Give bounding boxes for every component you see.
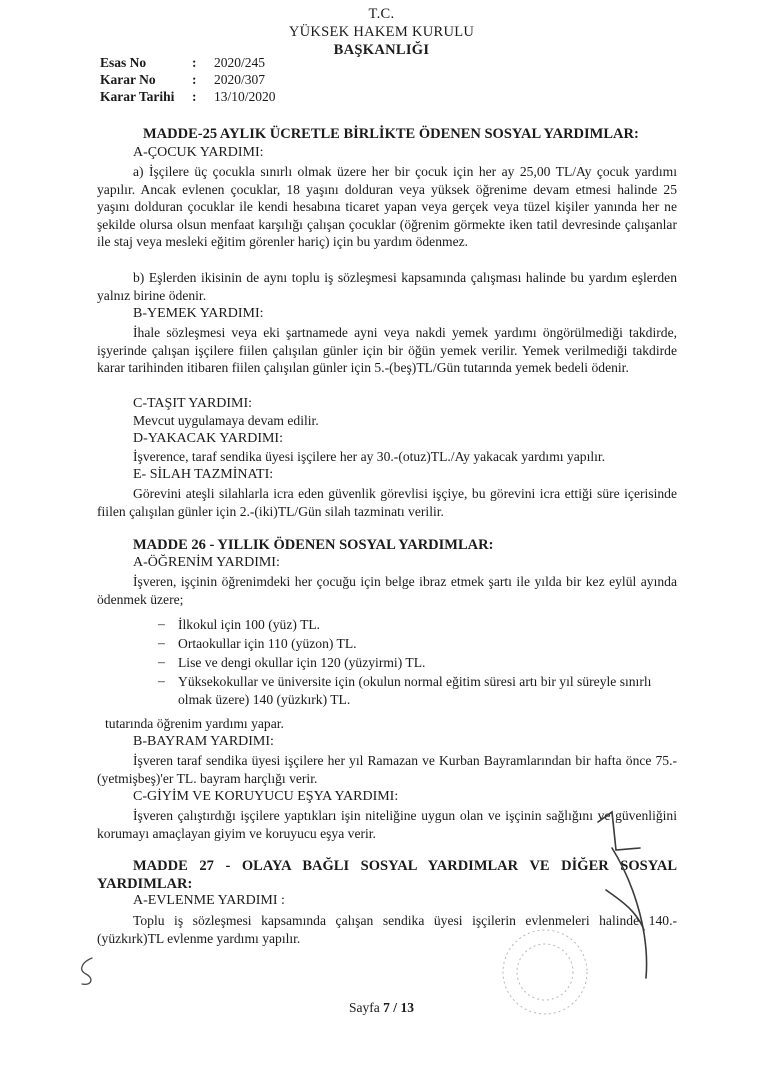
madde26-b-paragraph: İşveren taraf sendika üyesi işçilere her yıl Ramazan ve Kurban Bayramlarından bir hafta önce 75.-(yetmişbeş)'er TL. bayram harçlığı verir. <box>97 753 677 786</box>
margin-initial-mark <box>82 958 92 984</box>
madde27-a-paragraph: Toplu iş sözleşmesi kapsamında çalışan sendika üyesi işçilerin evlenmeleri halinde 140.-(yüzkırk)TL evlenme yardımı yapılır. <box>97 913 677 946</box>
meta-value: 13/10/2020 <box>214 89 276 104</box>
meta-karar-tarihi: Karar Tarihi : 13/10/2020 <box>100 89 276 104</box>
madde26-a-intro: İşveren, işçinin öğrenimdeki her çocuğu için belge ibraz etmek şartı ile yılda bir kez eylül ayında ödenmek üzere; <box>97 574 677 607</box>
list-item: İlkokul için 100 (yüz) TL. <box>178 617 321 632</box>
meta-label: Esas No <box>100 55 147 70</box>
madde25-title: MADDE-25 AYLIK ÜCRETLE BİRLİKTE ÖDENEN SOSYAL YARDIMLAR: <box>143 126 639 142</box>
list-bullet: – <box>158 616 165 631</box>
meta-value: 2020/307 <box>214 72 266 87</box>
page-current: 7 <box>383 1000 390 1015</box>
header-tc: T.C. <box>368 6 395 22</box>
madde26-a-outro: tutarında öğrenim yardımı yapar. <box>105 716 284 731</box>
list-item: Lise ve dengi okullar için 120 (yüzyirmi) TL. <box>178 655 426 670</box>
madde25-c-title: C-TAŞIT YARDIMI: <box>133 396 253 411</box>
madde25-d-paragraph: İşverence, taraf sendika üyesi işçilere her ay 30.-(otuz)TL./Ay yakacak yardımı yapılır. <box>133 449 606 464</box>
madde26-b-title: B-BAYRAM YARDIMI: <box>133 734 274 749</box>
header-office: BAŞKANLIĞI <box>333 42 430 58</box>
madde25-a-paragraph2: b) Eşlerden ikisinin de aynı toplu iş sözleşmesi kapsamında çalışması halinde bu yardım eşlerden yalnız birine ödenir. <box>97 270 677 303</box>
madde25-e-title: E- SİLAH TAZMİNATI: <box>133 467 274 482</box>
meta-label: Karar No <box>100 72 156 87</box>
list-item: Yüksekokullar ve üniversite için (okulun normal eğitim süresi artı bir yıl süreyle sınırlı olmak üzere) 140 (yüzkırk) TL. <box>178 674 652 707</box>
page-separator: / <box>393 1000 398 1015</box>
madde26-c-paragraph: İşveren çalıştırdığı işçilere yaptıkları işin niteliğine uygun olan ve işçinin sağlığını ve güvenliğini korumayı amaçlayan giyim ve koruyucu eşya verir. <box>97 808 677 841</box>
madde27-a-title: A-EVLENME YARDIMI : <box>133 893 285 908</box>
page-prefix: Sayfa <box>349 1000 380 1015</box>
page-total: 13 <box>400 1000 414 1015</box>
meta-value: 2020/245 <box>214 55 266 70</box>
list-bullet: – <box>158 673 165 688</box>
header-institution: YÜKSEK HAKEM KURULU <box>288 24 475 40</box>
madde25-b-title: B-YEMEK YARDIMI: <box>133 306 264 321</box>
madde25-a-title: A-ÇOCUK YARDIMI: <box>133 145 264 160</box>
page-number <box>0 1000 763 1016</box>
madde25-d-title: D-YAKACAK YARDIMI: <box>133 431 283 446</box>
meta-esas: Esas No : 2020/245 <box>100 55 266 70</box>
madde25-e-paragraph: Görevini ateşli silahlarla icra eden güvenlik görevlisi işçiye, bu görevini icra ettiği süre içerisinde fiilen çalışılan günler için 2.-(iki)TL/Gün silah tazminatı verilir. <box>97 486 677 519</box>
madde25-a-paragraph1: a) İşçilere üç çocukla sınırlı olmak üzere her bir çocuk için her ay 25,00 TL/Ay çocuk yardımı yapılır. Ancak evlenen çocuklar, 18 yaşını dolduran veya yüksek öğrenime devam etmesi halinde 25 yaşını dolduran çocuklar ile kendi hesabına ticaret yapan veya gerçek veya tüzel kişiler yanında her ne şekilde olursa olsun menfaat karşılığı çalışan çocuklar (öğrenim görmekte iken tatil devresinde çalışanlar ile staj veya mesleki eğitim görenler hariç) için bu yardım ödenmez. <box>97 164 677 250</box>
list-bullet: – <box>158 635 165 650</box>
list-item: Ortaokullar için 110 (yüzon) TL. <box>178 636 357 651</box>
meta-label: Karar Tarihi <box>100 89 175 104</box>
madde25-c-paragraph: Mevcut uygulamaya devam edilir. <box>133 413 319 428</box>
madde27-title: MADDE 27 - OLAYA BAĞLI SOSYAL YARDIMLAR VE DİĞER SOSYAL YARDIMLAR: <box>97 858 677 892</box>
madde25-b-paragraph: İhale sözleşmesi veya eki şartnamede ayni veya nakdi yemek yardımı öngörülmediği takdirde, işyerinde çalışan işçilere fiilen çalışılan günler için bir öğün yemek verilir. Yemek verilmediği takdirde karar tarihinden itibaren fiilen çalışılan günler için 5.-(beş)TL/Gün tutarında yemek bedeli ödenir. <box>97 325 677 376</box>
madde26-title: MADDE 26 - YILLIK ÖDENEN SOSYAL YARDIMLAR: <box>133 537 494 553</box>
meta-karar: Karar No : 2020/307 <box>100 72 266 87</box>
list-bullet: – <box>158 654 165 669</box>
madde26-c-title: C-GİYİM VE KORUYUCU EŞYA YARDIMI: <box>133 789 399 804</box>
madde26-a-title: A-ÖĞRENİM YARDIMI: <box>133 555 280 570</box>
